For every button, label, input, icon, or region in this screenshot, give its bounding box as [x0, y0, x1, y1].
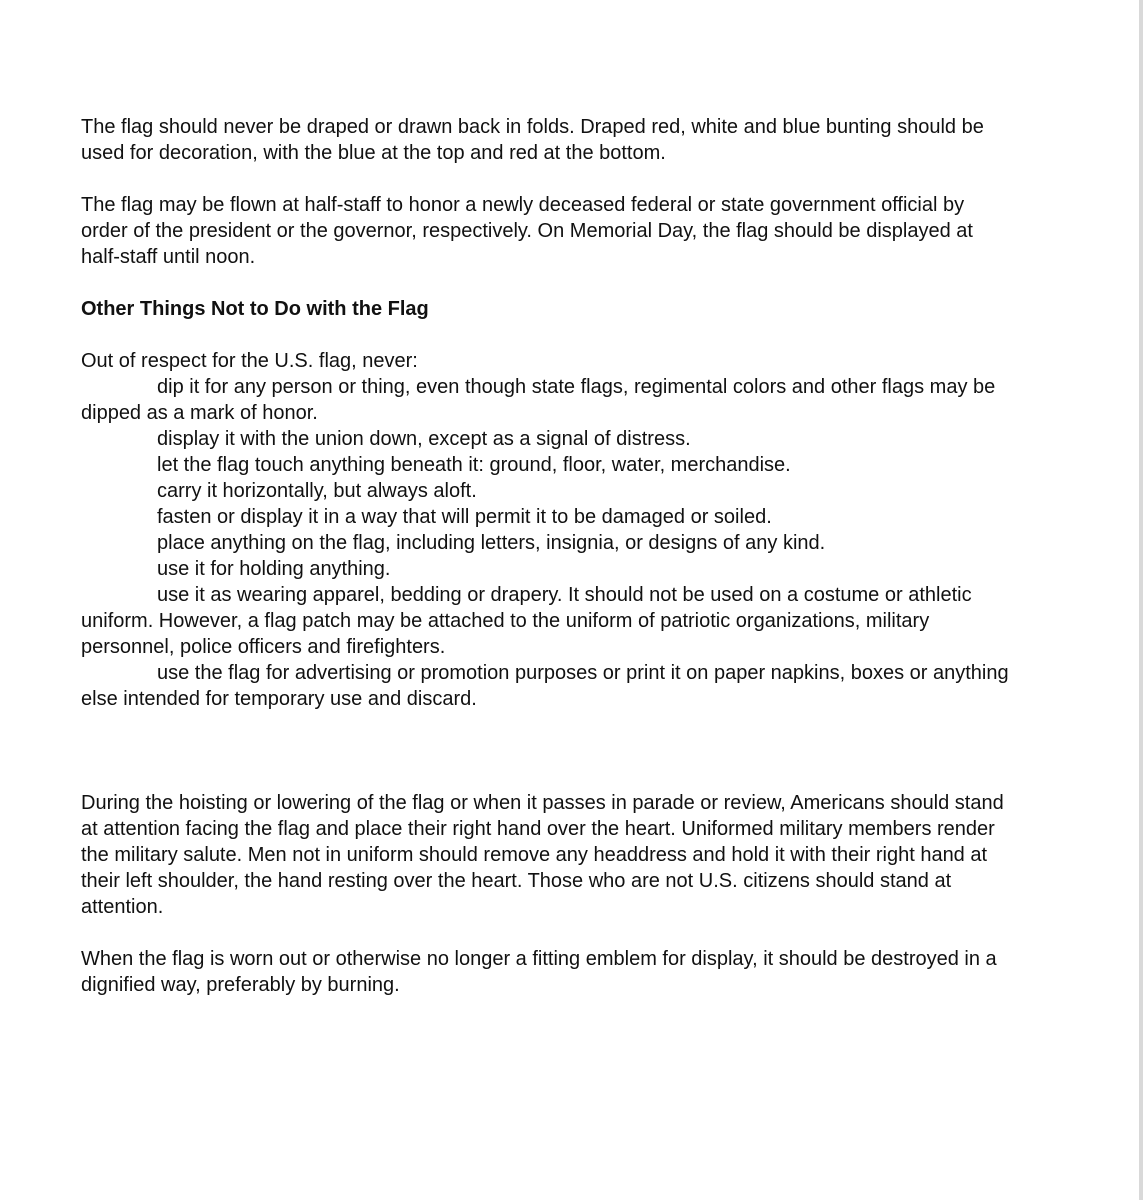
document-body — [81, 114, 1011, 998]
page-edge — [1139, 0, 1143, 1200]
list-item: place anything on the flag, including letters, insignia, or designs of any kind. — [157, 532, 826, 554]
list-item: fasten or display it in a way that will permit it to be damaged or soiled. — [157, 506, 772, 528]
section-heading: Other Things Not to Do with the Flag — [81, 298, 429, 320]
list-item: carry it horizontally, but always aloft. — [157, 480, 477, 502]
paragraph-salute: During the hoisting or lowering of the flag or when it passes in parade or review, Americans should stand at attention facing the flag and place their right hand over the heart. Uniformed military members render the military salute. Men not in uniform should remove any headdress and hold it with their right hand at their left shoulder, the hand resting over the heart. Those who are not U.S. citizens should stand at attention. — [81, 792, 1004, 918]
list-intro: Out of respect for the U.S. flag, never: — [81, 350, 418, 372]
paragraph-disposal: When the flag is worn out or otherwise no longer a fitting emblem for display, it should be destroyed in a dignified way, preferably by burning. — [81, 948, 997, 996]
paragraph-half-staff: The flag may be flown at half-staff to honor a newly deceased federal or state government official by order of the president or the governor, respectively. On Memorial Day, the flag should be displayed at half-staff until noon. — [81, 194, 973, 268]
list-item: display it with the union down, except as a signal of distress. — [157, 428, 691, 450]
list-item: let the flag touch anything beneath it: ground, floor, water, merchandise. — [157, 454, 791, 476]
list-item: use it as wearing apparel, bedding or drapery. It should not be used on a costume or athletic uniform. However, a flag patch may be attached to the uniform of patriotic organizations, military personnel, police officers and firefighters. — [81, 584, 972, 658]
list-item: use the flag for advertising or promotion purposes or print it on paper napkins, boxes or anything else intended for temporary use and discard. — [81, 662, 1009, 710]
paragraph-bunting: The flag should never be draped or drawn back in folds. Draped red, white and blue bunting should be used for decoration, with the blue at the top and red at the bottom. — [81, 116, 984, 164]
list-item: dip it for any person or thing, even though state flags, regimental colors and other flags may be dipped as a mark of honor. — [81, 376, 996, 424]
list-item: use it for holding anything. — [157, 558, 391, 580]
